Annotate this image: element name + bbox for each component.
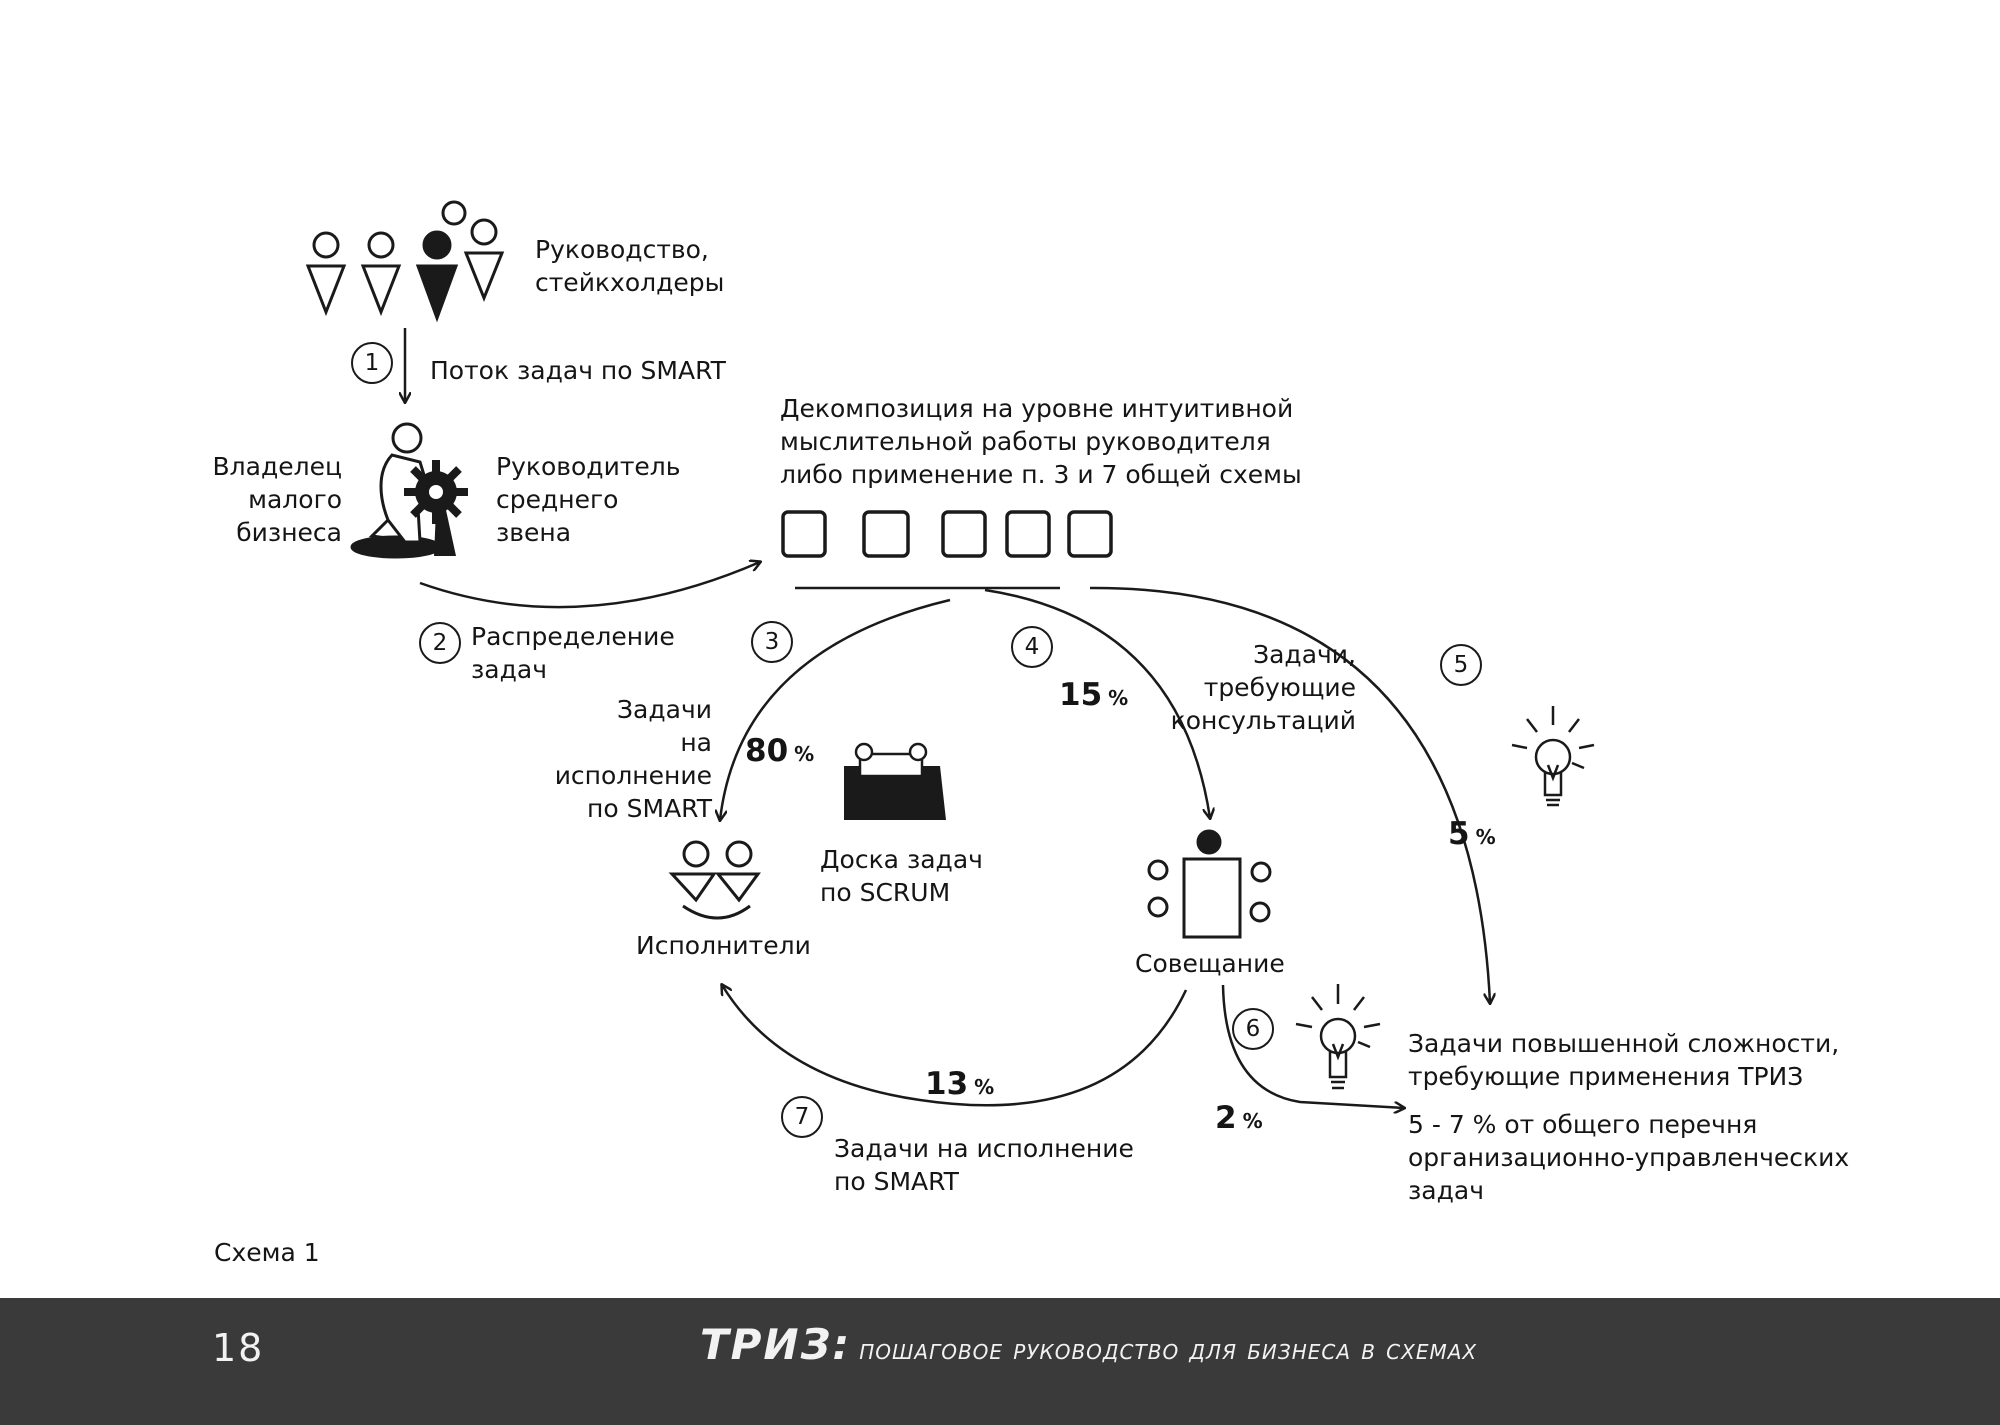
step-7-number: 7	[781, 1096, 823, 1138]
executors-icon	[672, 842, 758, 918]
percent-15-value: 15	[1059, 677, 1103, 713]
page-number: 18	[212, 1326, 265, 1370]
percent-13-value: 13	[925, 1066, 969, 1102]
smart-flow-label: Поток задач по SMART	[430, 356, 726, 385]
percent-unit: %	[1108, 686, 1129, 710]
percent-80	[745, 733, 814, 769]
consultation-tasks-label: Задачи, требующие консультаций	[1170, 640, 1356, 735]
book-title-main: ТРИЗ:	[700, 1320, 852, 1369]
distribution-label: Распределение задач	[471, 622, 675, 684]
percent-5	[1448, 816, 1496, 852]
step-5-number: 5	[1440, 644, 1482, 686]
percent-5-value: 5	[1448, 816, 1470, 852]
task-boxes	[783, 512, 1111, 556]
stakeholders-icon	[308, 202, 502, 318]
step-1-number: 1	[351, 342, 393, 384]
step-4-number: 4	[1011, 626, 1053, 668]
step-6-number: 6	[1232, 1008, 1274, 1050]
page-footer	[0, 1298, 2000, 1425]
book-title	[700, 1320, 1477, 1369]
light-bulb-icon-2	[1296, 984, 1380, 1088]
scheme-caption: Схема 1	[214, 1238, 320, 1267]
triz-share-label: 5 - 7 % от общего перечня организационно-управленческих задач	[1408, 1110, 1850, 1205]
step7-label: Задачи на исполнение по SMART	[834, 1134, 1134, 1196]
decomposition-label: Декомпозиция на уровне интуитивной мыслительной работы руководителя либо применение п. 3 и 7 общей схемы	[780, 394, 1302, 489]
triz-tasks-label: Задачи повышенной сложности, требующие применения ТРИЗ	[1408, 1029, 1840, 1091]
tasks-smart-label: Задачи на исполнение по SMART	[554, 695, 712, 823]
step-3-number: 3	[751, 621, 793, 663]
executors-label: Исполнители	[636, 931, 811, 960]
percent-unit: %	[1242, 1109, 1263, 1133]
stakeholders-label: Руководство, стейкхолдеры	[535, 235, 725, 297]
percent-13	[925, 1066, 994, 1102]
arrow-step2	[420, 562, 760, 607]
percent-2-value: 2	[1215, 1100, 1237, 1136]
meeting-icon	[1149, 831, 1270, 937]
percent-unit: %	[794, 742, 815, 766]
meeting-label: Совещание	[1135, 949, 1285, 978]
step-2-number: 2	[419, 622, 461, 664]
percent-2	[1215, 1100, 1263, 1136]
book-title-subtitle: пошаговое руководство для бизнеса в схемах	[859, 1332, 1478, 1366]
light-bulb-icon	[1512, 706, 1594, 805]
percent-80-value: 80	[745, 733, 789, 769]
owner-label: Владелец малого бизнеса	[212, 452, 342, 547]
percent-unit: %	[974, 1075, 995, 1099]
percent-15	[1059, 677, 1128, 713]
scrum-board-label: Доска задач по SCRUM	[820, 845, 983, 907]
scrum-board-icon	[844, 744, 946, 820]
percent-unit: %	[1475, 825, 1496, 849]
middle-manager-label: Руководитель среднего звена	[496, 452, 681, 547]
